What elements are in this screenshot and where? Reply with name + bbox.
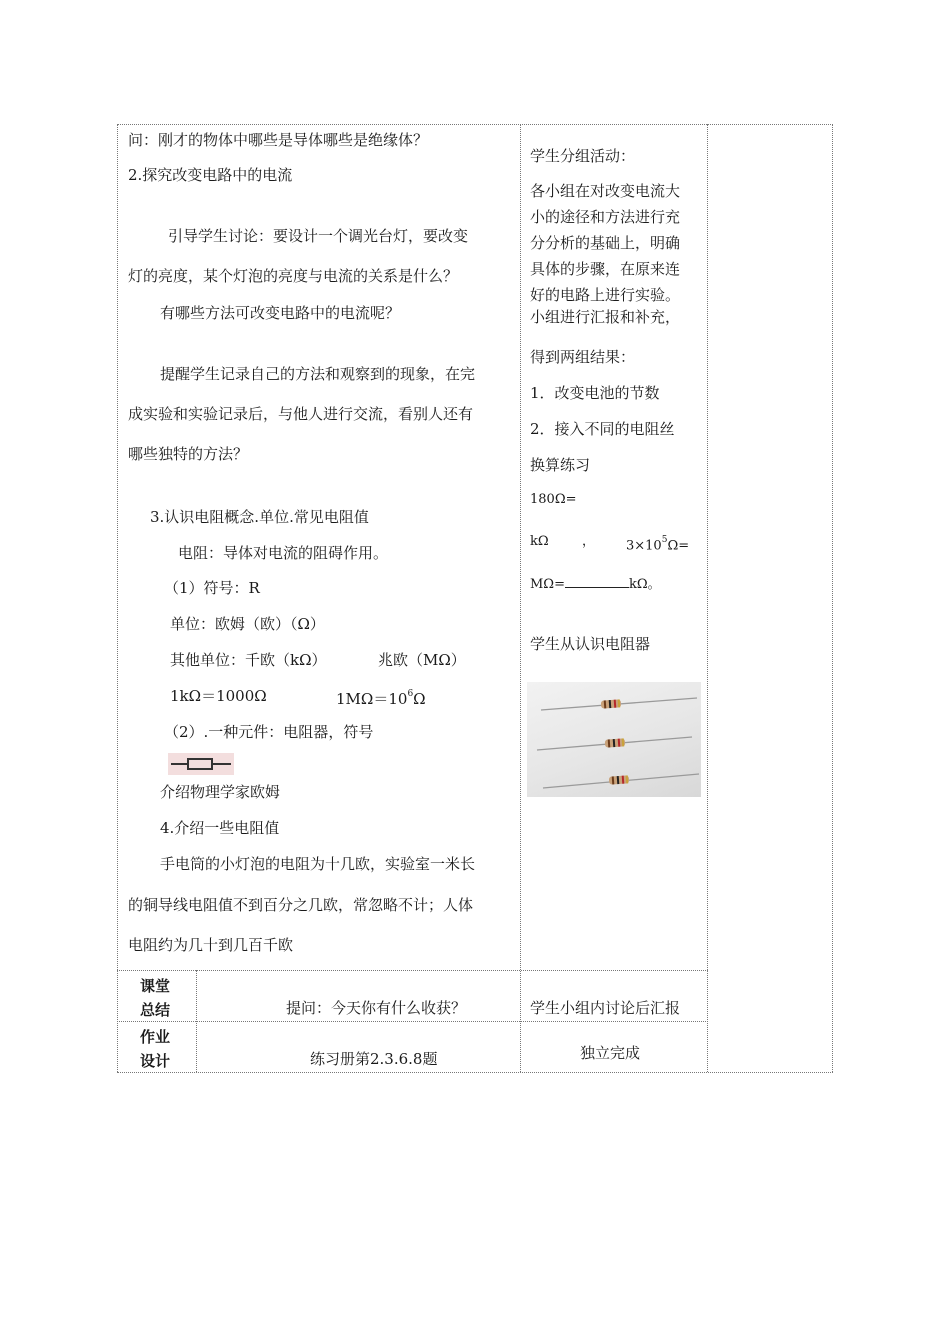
mega-ohm-base: 1MΩ＝10 — [336, 690, 408, 708]
exercise-line-3 — [530, 573, 661, 595]
homework-student-text: 独立完成 — [580, 1044, 641, 1062]
section-4-heading: 4.介绍一些电阻值 — [160, 819, 280, 837]
table-border-bottom — [117, 1072, 833, 1073]
mega-ohm-unit-symbol: Ω — [413, 690, 426, 708]
table-col-divider-right — [707, 124, 708, 1072]
exercise-line-1: 180Ω= — [530, 492, 577, 507]
section-2-heading: 2.探究改变电路中的电流 — [128, 166, 293, 184]
exercise-line-2 — [530, 532, 700, 552]
recognize-resistor-text: 学生从认识电阻器 — [530, 635, 651, 653]
mega-ohm-exponent: 6 — [407, 689, 414, 699]
student-activity-line-6: 小组进行汇报和补充， — [530, 308, 681, 326]
resistance-unit: 单位：欧姆（欧）（Ω） — [170, 615, 325, 633]
table-border-right — [832, 124, 833, 1072]
resistance-symbol: （1）符号：R — [164, 579, 260, 597]
summary-student-text: 学生小组内讨论后汇报 — [530, 999, 681, 1017]
exercise-kohm-end: kΩ。 — [628, 577, 661, 592]
homework-label-line-2: 设计 — [140, 1052, 171, 1070]
guide-discussion-line-1: 引导学生讨论：要设计一个调光台灯，要改变 — [168, 227, 469, 245]
resistance-values-line-1: 手电筒的小灯泡的电阻为十几欧，实验室一米长 — [160, 855, 476, 873]
mega-ohm-unit: 兆欧（MΩ） — [378, 651, 466, 669]
student-activity-line-5: 好的电路上进行实验。 — [530, 286, 681, 304]
resistor-photo-item — [537, 737, 692, 750]
other-units: 其他单位：千欧（kΩ） — [170, 651, 327, 669]
introduce-ohm: 介绍物理学家欧姆 — [160, 783, 281, 801]
section-3-heading: 3.认识电阻概念.单位.常见电阻值 — [150, 508, 369, 526]
table-border-left — [117, 124, 118, 1072]
student-activity-heading: 学生分组活动： — [530, 147, 636, 165]
resistance-values-line-3: 电阻约为几十到几百千欧 — [128, 936, 294, 954]
resistor-photo-item — [543, 774, 699, 788]
resistor-symbol-icon — [168, 753, 234, 775]
student-activity-line-1: 各小组在对改变电流大 — [530, 182, 681, 200]
homework-label-line-1: 作业 — [140, 1028, 171, 1046]
resistor-photo-item — [541, 698, 697, 710]
resistance-definition: 电阻：导体对电流的阻碍作用。 — [178, 544, 389, 562]
table-col-label-divider — [196, 970, 197, 1072]
exercise-ohm-equals: Ω= — [667, 538, 690, 554]
homework-teacher-text: 练习册第2.3.6.8题 — [310, 1050, 438, 1068]
answer-blank[interactable] — [565, 573, 629, 588]
reminder-line-2: 成实验和实验记录后，与他人进行交流，看别人还有 — [128, 405, 474, 423]
component-text: （2）.一种元件：电阻器，符号 — [164, 723, 374, 741]
student-activity-line-2: 小的途径和方法进行充 — [530, 208, 681, 226]
kilo-ohm-equation: 1kΩ＝1000Ω — [170, 687, 267, 705]
student-activity-line-3: 分分析的基础上，明确 — [530, 234, 681, 252]
exercise-kohm: kΩ — [530, 534, 549, 549]
result-2: 2．接入不同的电阻丝 — [530, 420, 675, 438]
table-row-divider-2 — [117, 1021, 708, 1022]
exercise-scientific — [626, 532, 689, 556]
exercise-scientific-base: 3×10 — [626, 538, 662, 554]
resistors-photo — [527, 682, 701, 797]
summary-teacher-text: 提问：今天你有什么收获？ — [286, 999, 467, 1017]
results-heading: 得到两组结果： — [530, 348, 636, 366]
summary-label-line-1: 课堂 — [140, 977, 171, 995]
methods-question: 有哪些方法可改变电路中的电流呢？ — [160, 304, 401, 322]
guide-discussion-line-2: 灯的亮度，某个灯泡的亮度与电流的关系是什么？ — [128, 267, 459, 285]
reminder-line-1: 提醒学生记录自己的方法和观察到的现象，在完 — [160, 365, 476, 383]
resistance-values-line-2: 的铜导线电阻值不到百分之几欧，常忽略不计；人体 — [128, 896, 474, 914]
summary-label-line-2: 总结 — [140, 1001, 171, 1019]
question-text: 问：刚才的物体中哪些是导体哪些是绝缘体？ — [128, 131, 429, 149]
conversion-exercise-heading: 换算练习 — [530, 456, 591, 474]
table-border-top — [117, 124, 833, 125]
student-activity-line-4: 具体的步骤，在原来连 — [530, 260, 681, 278]
reminder-line-3: 哪些独特的方法？ — [128, 445, 249, 463]
exercise-comma: ， — [582, 534, 596, 549]
table-col-divider-main — [520, 124, 521, 1072]
mega-ohm-equation — [336, 686, 426, 709]
exercise-exponent: 5 — [661, 535, 668, 545]
table-row-divider-1 — [117, 970, 708, 971]
result-1: 1．改变电池的节数 — [530, 384, 660, 402]
exercise-mohm: MΩ= — [530, 577, 565, 592]
